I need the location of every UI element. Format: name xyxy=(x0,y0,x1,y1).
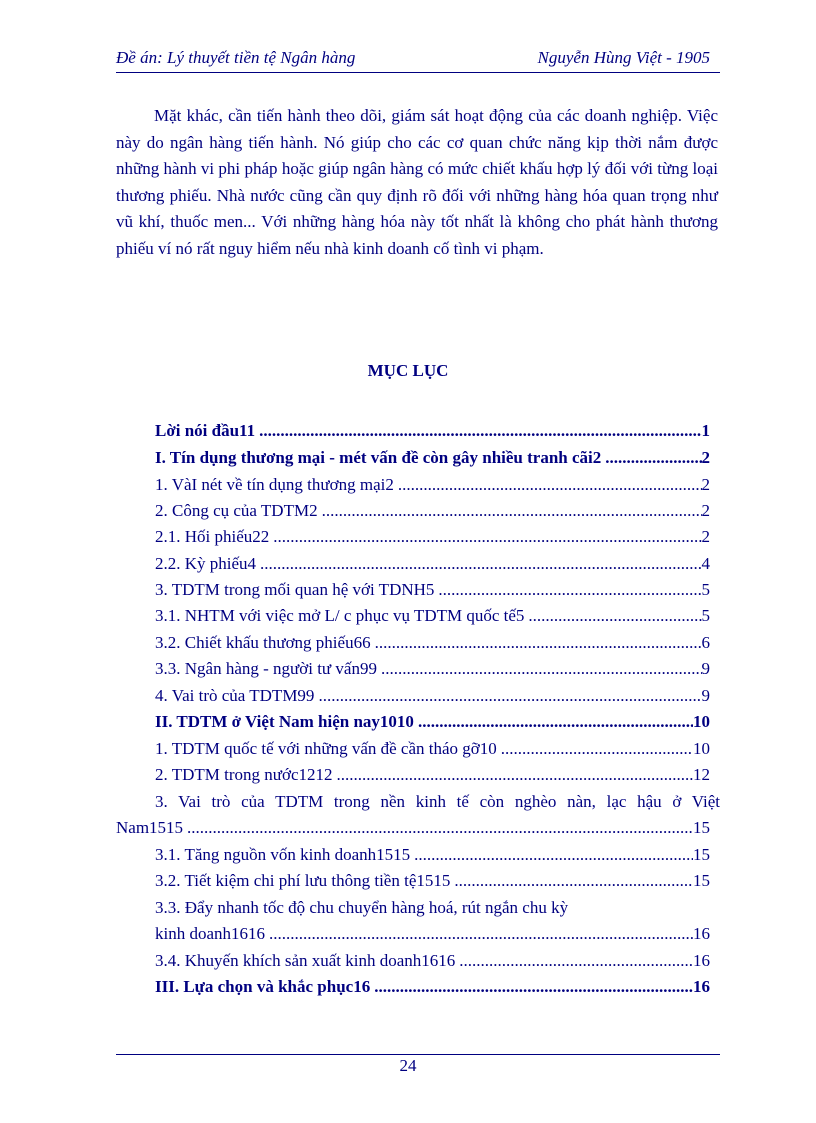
toc-entry[interactable]: 2.2. Kỳ phiếu4 ..... 4 xyxy=(155,554,710,578)
toc-entry[interactable]: Nam1515 ..... 15 xyxy=(116,818,710,842)
toc-entry[interactable]: 3.4. Khuyến khích sản xuất kinh doanh1616 ..... 16 xyxy=(155,951,710,975)
header-author: Nguyễn Hùng Việt - 1905 xyxy=(537,48,710,67)
toc-entry[interactable]: 4. Vai trò của TDTM99 ..... 9 xyxy=(155,686,710,710)
toc-entry[interactable]: 1. VàI nét về tín dụng thương mại2 ..... 2 xyxy=(155,475,710,499)
toc-entry-wrapped-line1[interactable]: 3.3. Đẩy nhanh tốc độ chu chuyển hàng hoá, rút ngắn chu kỳ xyxy=(155,898,569,917)
toc-entry[interactable]: 2. Công cụ của TDTM2 ..... 2 xyxy=(155,501,710,525)
toc-entry[interactable]: 3. TDTM trong mối quan hệ với TDNH5 ..... 5 xyxy=(155,580,710,604)
toc-entry-wrapped-line1[interactable]: 3. Vai trò của TDTM trong nền kinh tế còn nghèo nàn, lạc hậu ở Việt xyxy=(155,792,720,811)
toc-entry[interactable]: II. TDTM ở Việt Nam hiện nay1010 ..... 10 xyxy=(155,712,710,736)
body-paragraph: Mặt khác, cần tiến hành theo dõi, giám sát hoạt động của các doanh nghiệp. Việc này do ngân hàng tiến hành. Nó giúp cho các cơ quan chức năng kịp thời nắm được những hành vi phi pháp hoặc giúp ngân hàng có mức chiết khấu hợp lý đối với từng loại thương phiếu. Nhà nước cũng cần quy định rõ đối với những hàng hóa quan trọng như vũ khí, thuốc men... Với những hàng hóa này tốt nhất là không cho phát hành thương phiếu ví nó rất nguy hiểm nếu nhà kinh doanh cố tình vi phạm. xyxy=(116,106,718,258)
toc-entry[interactable]: Lời nói đầu11 ..... 1 xyxy=(155,421,710,445)
header-left-title: Đề án: Lý thuyết tiền tệ Ngân hàng xyxy=(116,48,356,67)
footer-divider xyxy=(116,1054,720,1055)
toc-entry[interactable]: 3.2. Tiết kiệm chi phí lưu thông tiền tệ1515 ..... 15 xyxy=(155,871,710,895)
toc-entry[interactable]: III. Lựa chọn và khắc phục16 ..... 16 xyxy=(155,977,710,1001)
toc-entry[interactable]: 3.1. NHTM với việc mở L/ c phục vụ TDTM quốc tế5 ..... 5 xyxy=(155,606,710,630)
toc-entry[interactable]: I. Tín dụng thương mại - mét vấn đề còn gây nhiều tranh cãi2 ..... 2 xyxy=(155,448,710,472)
toc-entry[interactable]: 3.3. Ngân hàng - người tư vấn99 ..... 9 xyxy=(155,659,710,683)
toc-entry[interactable]: kinh doanh1616 ..... 16 xyxy=(155,924,710,948)
toc-entry[interactable]: 3.2. Chiết khấu thương phiếu66 ..... 6 xyxy=(155,633,710,657)
page-number: 24 xyxy=(399,1056,417,1075)
toc-entry[interactable]: 2. TDTM trong nước1212 ..... 12 xyxy=(155,765,710,789)
toc-entry[interactable]: 2.1. Hối phiếu22 ..... 2 xyxy=(155,527,710,551)
toc-entry[interactable]: 1. TDTM quốc tế với những vấn đề cần tháo gỡ10 ..... 10 xyxy=(155,739,710,763)
page-header xyxy=(116,48,720,73)
toc-title: MỤC LỤC xyxy=(367,361,449,380)
toc-entry[interactable]: 3.1. Tăng nguồn vốn kinh doanh1515 ..... 15 xyxy=(155,845,710,869)
